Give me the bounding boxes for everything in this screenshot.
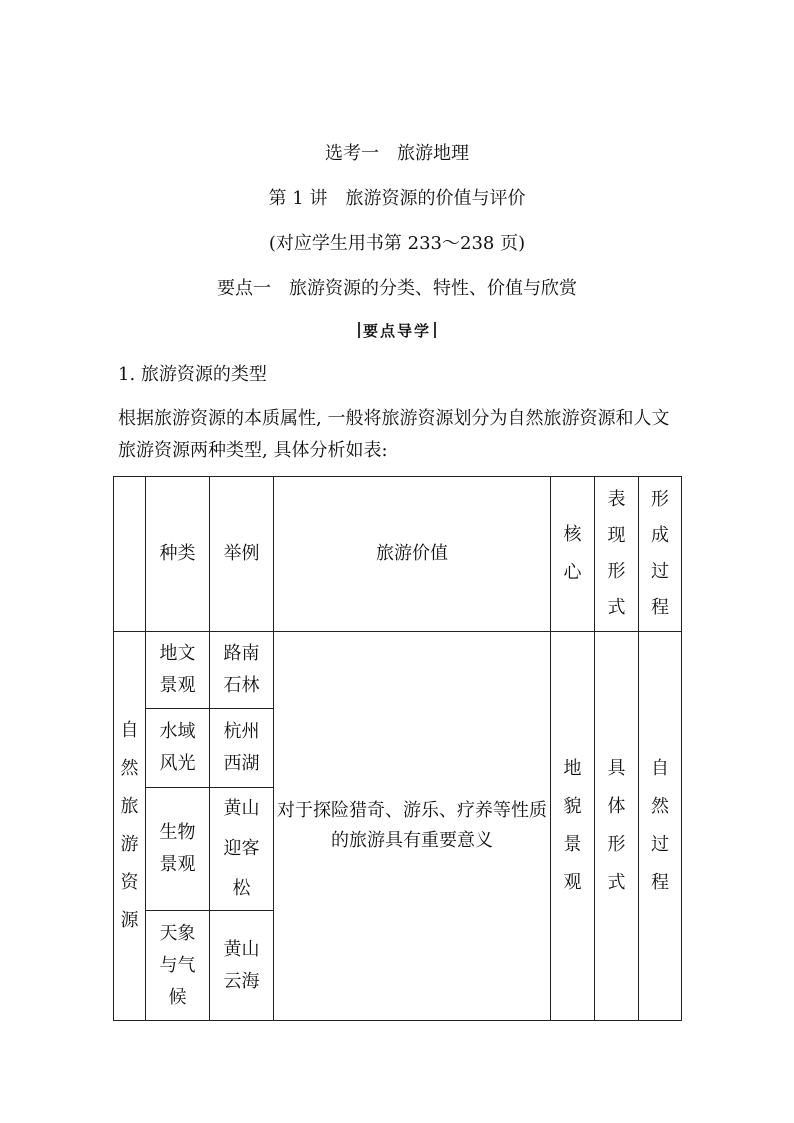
kind-text: 生物景观	[159, 822, 196, 875]
header-row	[114, 477, 682, 632]
value-text: 对于探险猎奇、游乐、疗养等性质的旅游具有重要意义	[277, 799, 547, 851]
section-paragraph: 根据旅游资源的本质属性, 一般将旅游资源划分为自然旅游资源和人文旅游资源两种类型, 具体分析如表:	[118, 408, 670, 461]
header-category	[114, 477, 146, 632]
header-value: 旅游价值	[274, 477, 551, 632]
group-label: 自然旅游资源	[120, 720, 139, 931]
header-core-text: 核心	[563, 524, 582, 583]
row-example	[210, 911, 274, 1021]
core-text: 地貌景观	[563, 758, 582, 893]
process-text: 自然过程	[651, 758, 669, 893]
row-example	[210, 788, 274, 911]
kind-text: 地文景观	[159, 643, 196, 696]
header-process-text: 形成过程	[651, 489, 669, 618]
header-kind: 种类	[146, 477, 210, 632]
kind-text: 天象与气候	[159, 922, 196, 1008]
example-text: 路南石林	[223, 643, 260, 696]
header-example: 举例	[210, 477, 274, 632]
group-label-cell	[114, 632, 146, 1021]
header-form	[595, 477, 639, 632]
row-kind	[146, 632, 210, 709]
row-example	[210, 709, 274, 788]
row-example	[210, 632, 274, 709]
header-process	[639, 477, 682, 632]
value-cell	[274, 632, 551, 1021]
exam-title: 选考一 旅游地理	[325, 143, 469, 164]
header-form-text: 表现形式	[607, 489, 626, 618]
lecture-title: 第 1 讲 旅游资源的价值与评价	[268, 188, 526, 209]
section-heading: 1. 旅游资源的类型	[118, 364, 267, 385]
form-text: 具体形式	[607, 758, 626, 893]
resource-table	[113, 476, 682, 1021]
example-text: 黄山迎客松	[223, 798, 260, 899]
row-kind	[146, 911, 210, 1021]
row-kind	[146, 788, 210, 911]
example-text: 杭州西湖	[223, 721, 260, 774]
core-cell	[551, 632, 595, 1021]
form-cell	[595, 632, 639, 1021]
page-reference: (对应学生用书第 233～238 页)	[268, 233, 526, 254]
section-badge	[0, 320, 794, 341]
table-row	[114, 632, 682, 709]
badge-bar-left	[358, 322, 360, 338]
row-kind	[146, 709, 210, 788]
example-text: 黄山云海	[223, 938, 260, 992]
point-title: 要点一 旅游资源的分类、特性、价值与欣赏	[217, 278, 577, 299]
header-core	[551, 477, 595, 632]
badge-bar-right	[434, 322, 436, 338]
badge-label: 要点导学	[362, 322, 431, 340]
process-cell	[639, 632, 682, 1021]
kind-text: 水域风光	[159, 721, 196, 774]
